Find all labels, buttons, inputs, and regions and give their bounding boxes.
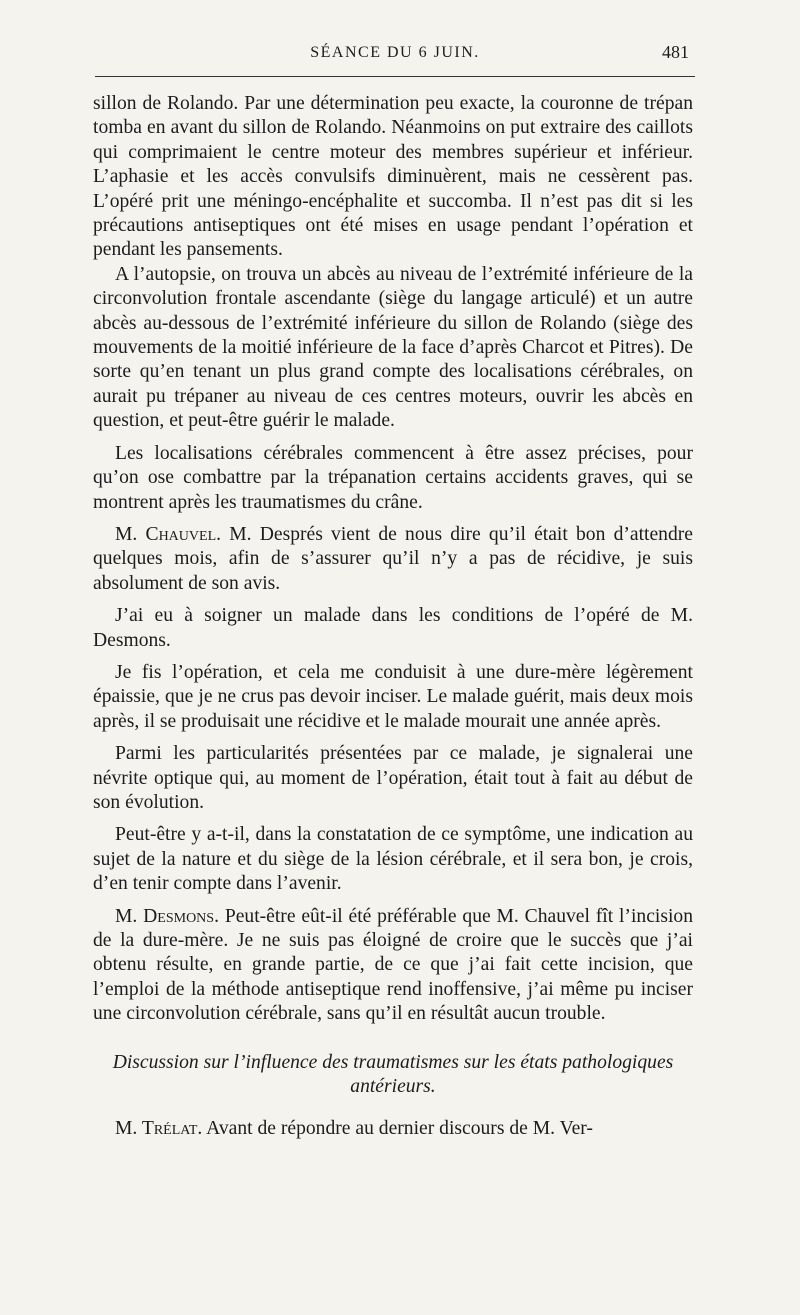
paragraph: [93, 905, 693, 1027]
running-title: SÉANCE DU 6 JUIN.: [310, 44, 480, 61]
paragraph: Peut-être y a-t-il, dans la constatation de ce symptôme, une indication au sujet de la nature et du siège de la lésion cérébrale, et il sera bon, je crois, d’en tenir compte dans l’avenir.: [93, 824, 693, 895]
paragraph: [93, 1117, 693, 1141]
paragraph-text: Peut-être eût-il été préférable que M. Chauvel fît l’incision de la dure-mère. Je ne suis pas éloigné de croire que le succès que j’ai obtenu résulte, en grande partie, de ce que j’ai fait cette incision, que l’emploi de la méthode antiseptique rend inoffensive, j’ai même pu inciser une circonvolution cérébrale, sans qu’il en résultât aucun trouble.: [93, 905, 694, 1025]
section-heading: Discussion sur l’influence des traumatismes sur les états pathologiques antérieurs.: [112, 1051, 674, 1098]
body-text: [93, 92, 693, 1142]
paragraph-text: Avant de répondre au dernier discours de M. Ver-: [206, 1118, 593, 1140]
page-number: 481: [662, 42, 689, 62]
paragraph: Les localisations cérébrales commencent à être assez précises, pour qu’on ose combattre par la trépanation certains accidents graves, qui se montrent après les traumatismes du crâne.: [93, 442, 693, 513]
paragraph: J’ai eu à soigner un malade dans les conditions de l’opéré de M. Desmons.: [93, 605, 693, 651]
paragraph: [93, 523, 693, 596]
speaker-name: M. Chauvel.: [115, 523, 222, 545]
header-rule: [95, 76, 695, 77]
running-header: [95, 44, 695, 74]
paragraph: Je fis l’opération, et cela me conduisit à une dure-mère légèrement épaissie, que je ne crus pas devoir inciser. Le malade guérit, mais deux mois après, il se produisait une récidive et le malade mourait une année après.: [93, 661, 693, 732]
paragraph: A l’autopsie, on trouva un abcès au niveau de l’extrémité inférieure de la circonvolution frontale ascendante (siège du langage articulé) et un autre abcès au-dessous de l’extrémité inférieure du sillon de Rolando (siège des mouvements de la moitié inférieure de la face d’après Charcot et Pitres). De sorte qu’en tenant un plus grand compte des localisations cérébrales, on aurait pu trépaner au niveau de ces centres moteurs, ouvrir les abcès en question, et peut-être guérir le malade.: [93, 263, 693, 432]
paragraph: Parmi les particularités présentées par ce malade, je signalerai une névrite optique qui, au moment de l’opération, était tout à fait au début de son évolution.: [93, 743, 693, 813]
speaker-name: M. Desmons.: [115, 905, 219, 927]
paragraph: sillon de Rolando. Par une détermination peu exacte, la couronne de trépan tomba en avant du sillon de Rolando. Néanmoins on put extraire des caillots qui comprimaient le centre moteur des membres supérieur et inférieur. L’aphasie et les accès convulsifs diminuèrent, mais ne cessèrent pas. L’opéré prit une méningo-encéphalite et succomba. Il n’est pas dit si les précautions antiseptiques ont été mises en usage pendant l’opération et pendant les pansements.: [93, 93, 693, 261]
paragraph-text: M. Després vient de nous dire qu’il était bon d’attendre quelques mois, afin de s’assurer qu’il n’y a pas de récidive, je suis absolument de son avis.: [93, 523, 693, 594]
speaker-name: M. Trélat.: [115, 1118, 203, 1140]
